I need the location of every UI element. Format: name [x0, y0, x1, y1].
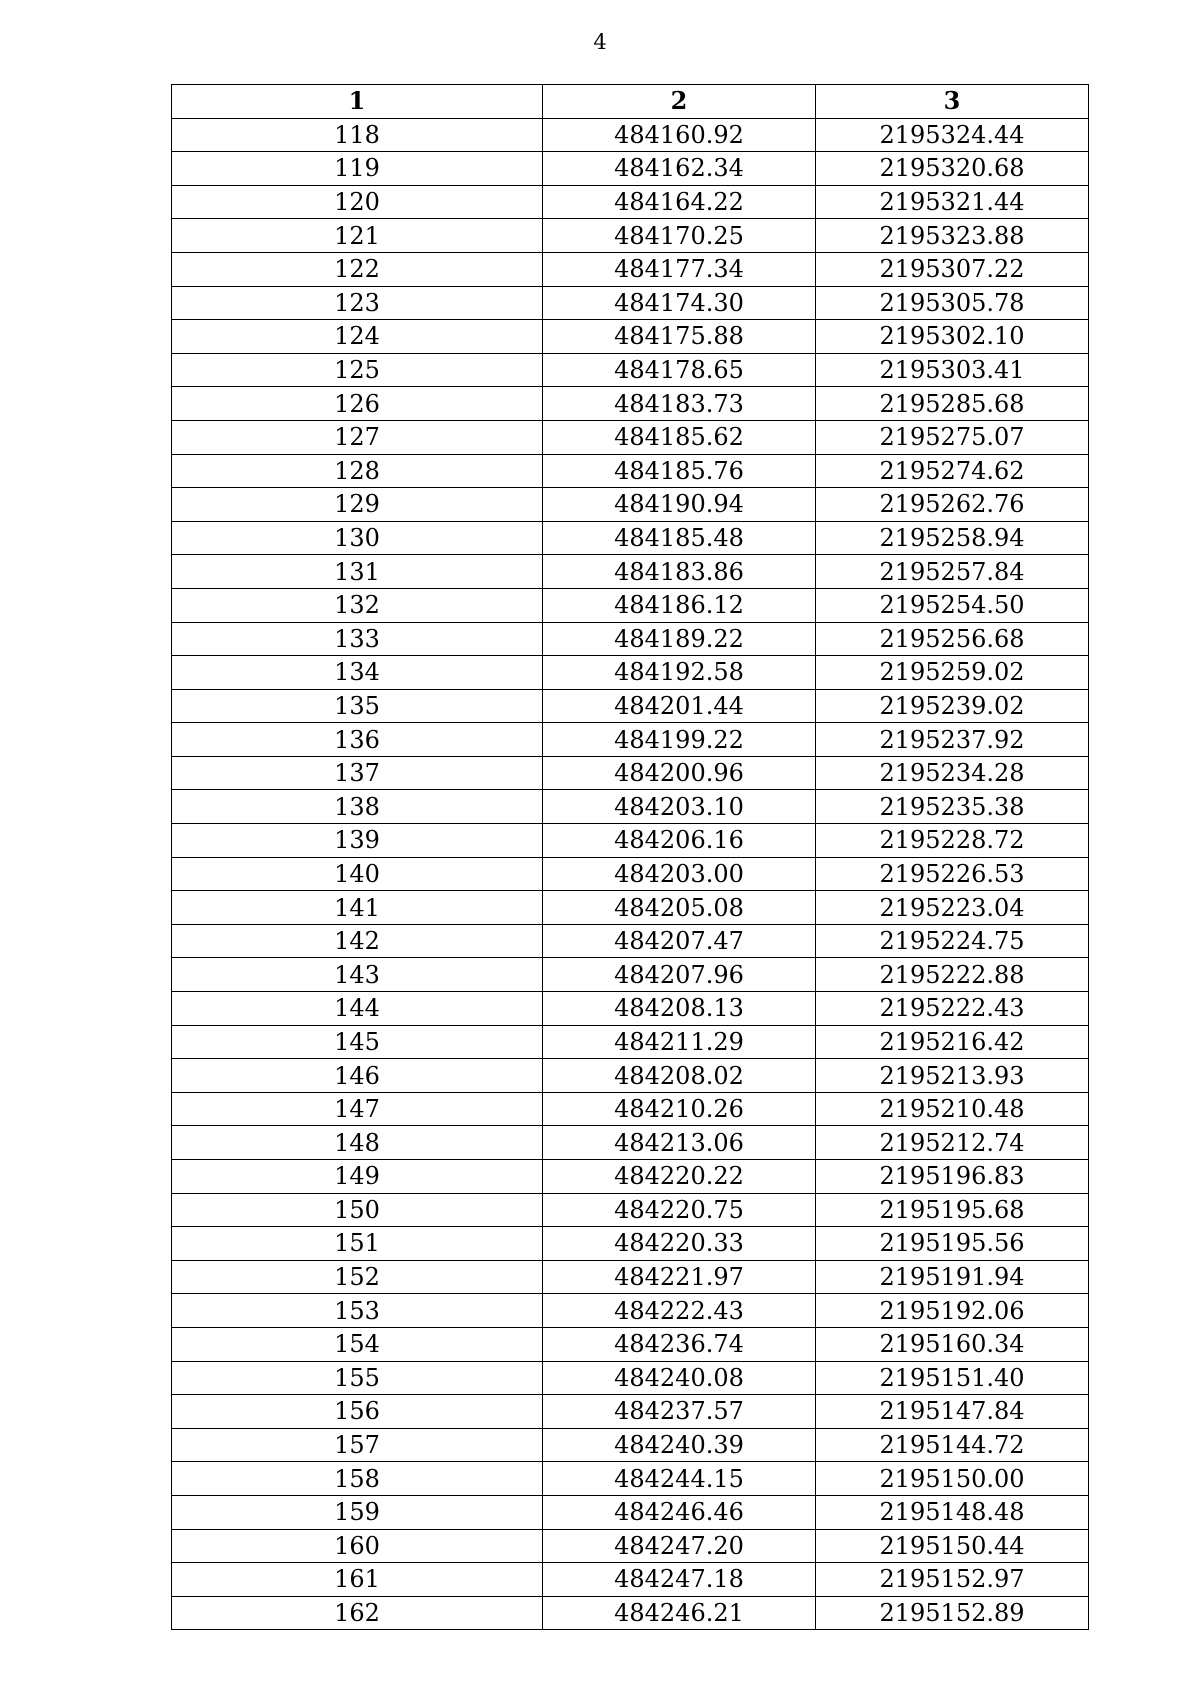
table-cell: 149	[172, 1160, 543, 1194]
table-cell: 484201.44	[543, 689, 816, 723]
table-cell: 2195148.48	[816, 1495, 1089, 1529]
table-cell: 138	[172, 790, 543, 824]
table-cell: 484244.15	[543, 1462, 816, 1496]
table-row	[172, 588, 1089, 622]
table-row	[172, 1361, 1089, 1395]
table-cell: 131	[172, 555, 543, 589]
table-cell: 484190.94	[543, 488, 816, 522]
table-cell: 159	[172, 1495, 543, 1529]
table-cell: 2195256.68	[816, 622, 1089, 656]
table-cell: 484246.46	[543, 1495, 816, 1529]
table-cell: 2195234.28	[816, 756, 1089, 790]
table-row	[172, 555, 1089, 589]
table-cell: 2195275.07	[816, 420, 1089, 454]
table-cell: 120	[172, 185, 543, 219]
table-row	[172, 420, 1089, 454]
table-cell: 484185.48	[543, 521, 816, 555]
table-cell: 125	[172, 353, 543, 387]
table-row	[172, 1495, 1089, 1529]
table-row	[172, 1529, 1089, 1563]
table-row	[172, 1059, 1089, 1093]
table-cell: 2195195.68	[816, 1193, 1089, 1227]
table-row	[172, 992, 1089, 1026]
table-cell: 484203.10	[543, 790, 816, 824]
table-cell: 484200.96	[543, 756, 816, 790]
table-cell: 126	[172, 387, 543, 421]
table-cell: 2195222.88	[816, 958, 1089, 992]
table-cell: 122	[172, 252, 543, 286]
table-cell: 484246.21	[543, 1596, 816, 1630]
table-cell: 484237.57	[543, 1395, 816, 1429]
table-cell: 2195192.06	[816, 1294, 1089, 1328]
table-cell: 162	[172, 1596, 543, 1630]
table-row	[172, 118, 1089, 152]
table-cell: 484205.08	[543, 891, 816, 925]
table-cell: 484185.62	[543, 420, 816, 454]
table-row	[172, 958, 1089, 992]
table-cell: 2195191.94	[816, 1260, 1089, 1294]
table-row	[172, 152, 1089, 186]
table-cell: 2195305.78	[816, 286, 1089, 320]
column-header: 1	[172, 85, 543, 119]
table-header-row	[172, 85, 1089, 119]
table-cell: 143	[172, 958, 543, 992]
table-cell: 144	[172, 992, 543, 1026]
table-cell: 484162.34	[543, 152, 816, 186]
table-cell: 484213.06	[543, 1126, 816, 1160]
table-row	[172, 1462, 1089, 1496]
table-cell: 2195258.94	[816, 521, 1089, 555]
table-cell: 121	[172, 219, 543, 253]
table-cell: 484208.13	[543, 992, 816, 1026]
table-cell: 148	[172, 1126, 543, 1160]
table-cell: 484236.74	[543, 1327, 816, 1361]
table-cell: 140	[172, 857, 543, 891]
table-cell: 2195259.02	[816, 656, 1089, 690]
table-cell: 153	[172, 1294, 543, 1328]
table-cell: 484164.22	[543, 185, 816, 219]
table-row	[172, 1126, 1089, 1160]
table-row	[172, 1227, 1089, 1261]
table-cell: 484178.65	[543, 353, 816, 387]
table-cell: 157	[172, 1428, 543, 1462]
table-cell: 2195160.34	[816, 1327, 1089, 1361]
table-row	[172, 252, 1089, 286]
table-cell: 128	[172, 454, 543, 488]
table-cell: 2195195.56	[816, 1227, 1089, 1261]
table-cell: 2195147.84	[816, 1395, 1089, 1429]
table-cell: 484170.25	[543, 219, 816, 253]
table-cell: 2195213.93	[816, 1059, 1089, 1093]
table-row	[172, 622, 1089, 656]
table-row	[172, 790, 1089, 824]
table-cell: 2195228.72	[816, 824, 1089, 858]
table-cell: 484206.16	[543, 824, 816, 858]
table-cell: 123	[172, 286, 543, 320]
table-row	[172, 387, 1089, 421]
table-row	[172, 488, 1089, 522]
table-row	[172, 1260, 1089, 1294]
table-cell: 2195321.44	[816, 185, 1089, 219]
table-cell: 118	[172, 118, 543, 152]
table-cell: 484207.96	[543, 958, 816, 992]
table-row	[172, 656, 1089, 690]
table-cell: 2195303.41	[816, 353, 1089, 387]
table-cell: 484247.18	[543, 1563, 816, 1597]
table-cell: 484247.20	[543, 1529, 816, 1563]
table-cell: 145	[172, 1025, 543, 1059]
table-cell: 134	[172, 656, 543, 690]
table-cell: 136	[172, 723, 543, 757]
table-cell: 2195302.10	[816, 320, 1089, 354]
table-row	[172, 689, 1089, 723]
table-cell: 2195152.89	[816, 1596, 1089, 1630]
table-cell: 150	[172, 1193, 543, 1227]
column-header: 3	[816, 85, 1089, 119]
table-row	[172, 185, 1089, 219]
table-cell: 2195152.97	[816, 1563, 1089, 1597]
table-row	[172, 723, 1089, 757]
table-row	[172, 219, 1089, 253]
table-cell: 135	[172, 689, 543, 723]
table-cell: 2195262.76	[816, 488, 1089, 522]
table-cell: 484208.02	[543, 1059, 816, 1093]
table-cell: 484210.26	[543, 1092, 816, 1126]
table-cell: 2195257.84	[816, 555, 1089, 589]
table-row	[172, 1563, 1089, 1597]
table-row	[172, 1327, 1089, 1361]
table-cell: 2195324.44	[816, 118, 1089, 152]
table-row	[172, 756, 1089, 790]
table-cell: 2195285.68	[816, 387, 1089, 421]
table-row	[172, 891, 1089, 925]
table-cell: 2195274.62	[816, 454, 1089, 488]
page-number: 4	[593, 30, 607, 54]
table-cell: 484177.34	[543, 252, 816, 286]
table-cell: 160	[172, 1529, 543, 1563]
table-cell: 154	[172, 1327, 543, 1361]
table-cell: 484220.33	[543, 1227, 816, 1261]
table-row	[172, 1596, 1089, 1630]
table-cell: 484183.86	[543, 555, 816, 589]
table-row	[172, 857, 1089, 891]
table-cell: 484174.30	[543, 286, 816, 320]
table-row	[172, 454, 1089, 488]
table-cell: 484207.47	[543, 924, 816, 958]
table-cell: 2195320.68	[816, 152, 1089, 186]
table-cell: 139	[172, 824, 543, 858]
table-row	[172, 353, 1089, 387]
table-row	[172, 924, 1089, 958]
table-cell: 2195212.74	[816, 1126, 1089, 1160]
table-cell: 132	[172, 588, 543, 622]
table-cell: 127	[172, 420, 543, 454]
table-cell: 2195323.88	[816, 219, 1089, 253]
table-cell: 151	[172, 1227, 543, 1261]
table-cell: 2195226.53	[816, 857, 1089, 891]
table-cell: 484186.12	[543, 588, 816, 622]
table-cell: 484183.73	[543, 387, 816, 421]
table-cell: 484189.22	[543, 622, 816, 656]
table-cell: 158	[172, 1462, 543, 1496]
table-row	[172, 1428, 1089, 1462]
table-row	[172, 1092, 1089, 1126]
table-row	[172, 320, 1089, 354]
table-cell: 133	[172, 622, 543, 656]
table-cell: 2195144.72	[816, 1428, 1089, 1462]
table-cell: 484220.75	[543, 1193, 816, 1227]
table-cell: 2195239.02	[816, 689, 1089, 723]
table-cell: 484240.08	[543, 1361, 816, 1395]
table-cell: 484220.22	[543, 1160, 816, 1194]
column-header: 2	[543, 85, 816, 119]
table-cell: 484203.00	[543, 857, 816, 891]
table-cell: 2195210.48	[816, 1092, 1089, 1126]
table-cell: 147	[172, 1092, 543, 1126]
table-cell: 137	[172, 756, 543, 790]
table-cell: 484175.88	[543, 320, 816, 354]
table-cell: 2195216.42	[816, 1025, 1089, 1059]
table-cell: 484192.58	[543, 656, 816, 690]
table-row	[172, 1193, 1089, 1227]
table-row	[172, 521, 1089, 555]
table-row	[172, 286, 1089, 320]
table-cell: 484221.97	[543, 1260, 816, 1294]
table-cell: 155	[172, 1361, 543, 1395]
table-cell: 484240.39	[543, 1428, 816, 1462]
table-cell: 161	[172, 1563, 543, 1597]
table-cell: 2195150.00	[816, 1462, 1089, 1496]
table-cell: 156	[172, 1395, 543, 1429]
table-cell: 2195224.75	[816, 924, 1089, 958]
table-cell: 141	[172, 891, 543, 925]
table-cell: 146	[172, 1059, 543, 1093]
table-row	[172, 1160, 1089, 1194]
table-row	[172, 1395, 1089, 1429]
table-cell: 2195307.22	[816, 252, 1089, 286]
table-cell: 2195150.44	[816, 1529, 1089, 1563]
table-cell: 2195254.50	[816, 588, 1089, 622]
table-cell: 130	[172, 521, 543, 555]
table-row	[172, 1294, 1089, 1328]
coordinates-table	[171, 84, 1089, 1630]
table-cell: 119	[172, 152, 543, 186]
table-cell: 2195151.40	[816, 1361, 1089, 1395]
table-cell: 484199.22	[543, 723, 816, 757]
table-cell: 152	[172, 1260, 543, 1294]
table-cell: 2195196.83	[816, 1160, 1089, 1194]
table-cell: 129	[172, 488, 543, 522]
table-cell: 2195223.04	[816, 891, 1089, 925]
table-cell: 484160.92	[543, 118, 816, 152]
table-row	[172, 824, 1089, 858]
table-body	[172, 118, 1089, 1630]
table-cell: 484211.29	[543, 1025, 816, 1059]
table-cell: 2195222.43	[816, 992, 1089, 1026]
table-row	[172, 1025, 1089, 1059]
table-cell: 484222.43	[543, 1294, 816, 1328]
table-cell: 124	[172, 320, 543, 354]
table-cell: 2195237.92	[816, 723, 1089, 757]
table-cell: 142	[172, 924, 543, 958]
table-cell: 2195235.38	[816, 790, 1089, 824]
table-cell: 484185.76	[543, 454, 816, 488]
